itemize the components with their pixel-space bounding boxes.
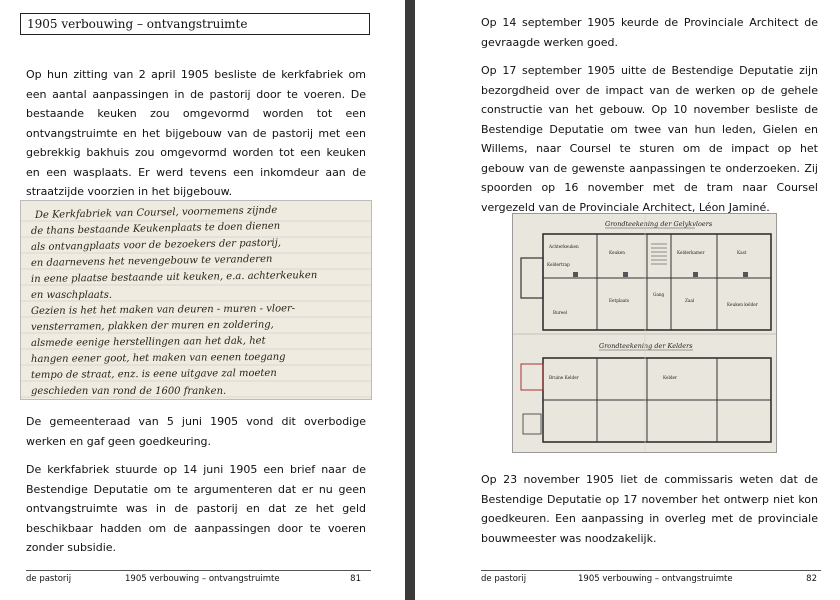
paragraph-kerkfabriek-brief: De kerkfabriek stuurde op 14 juni 1905 een brief naar de Bestendige Deputatie om te argumenteren dat er nu geen ontvangstruimte was in de pastorij en dat ze het geld beschikbaar hadden om de aanpassingen door te voeren zonder subsidie.	[26, 463, 366, 554]
chapter-title: 1905 verbouwing – ontvangstruimte	[20, 13, 370, 35]
plan-heading-cellar: Grondteekening der Kelders	[599, 342, 693, 350]
handwriting-svg	[21, 201, 372, 400]
handwriting-line: Gezien is het het maken van deuren - muren - vloer-	[30, 303, 296, 317]
footer-chapter: 1905 verbouwing – ontvangstruimte	[125, 574, 280, 584]
page-footer	[26, 572, 371, 586]
footer-book-title: de pastorij	[26, 574, 72, 584]
page-number: 81	[350, 574, 361, 584]
footer-book-title: de pastorij	[481, 574, 527, 584]
room-label: Kelder	[663, 375, 677, 380]
room-label: Gang	[653, 292, 665, 297]
footer-chapter: 1905 verbouwing – ontvangstruimte	[578, 574, 733, 584]
room-label: Keldertrap	[547, 262, 570, 267]
handwriting-line: als ontvangplaats voor de bezoekers der pastorij,	[30, 237, 282, 253]
handwriting-line: in eene plaatse bestaande uit keuken, e.a. achterkeuken	[30, 270, 318, 285]
floor-plan-svg	[513, 214, 777, 453]
plan-heading-ground: Grondteekening der Gelykvloers	[605, 220, 713, 228]
floor-plan-image	[512, 213, 777, 453]
handwriting-line: De Kerkfabriek van Coursel, voornemens zijnde	[34, 204, 278, 221]
handwriting-line: vensterramen, plakken der muren en zoldering,	[30, 319, 274, 333]
handwriting-line: tempo de straat, enz. is eene uitgave zal moeten	[30, 367, 277, 381]
handwriting-line: en daarnevens het nevengebouw te veranderen	[30, 253, 273, 269]
footer-rule	[26, 570, 371, 571]
room-label: Zaal	[685, 298, 695, 303]
handwriting-line: en waschplaats.	[31, 290, 113, 301]
left-page	[0, 0, 405, 600]
room-label: Keuken kelder	[727, 302, 758, 307]
handwriting-line: hangen eener goot, het maken van eenen toegang	[30, 351, 286, 365]
handwritten-letter-image	[20, 200, 372, 400]
room-label: Kelderkamer	[677, 250, 705, 255]
room-label: Bruine Kelder	[549, 375, 579, 380]
room-label: Bureel	[553, 310, 568, 315]
paragraph-bestendige-deputatie: Op 17 september 1905 uitte de Bestendige Deputatie zijn bezorgdheid over de impact van de werken op de gehele constructie van het gebouw. Op 10 november besliste de Bestendige Deputatie om twee van hun leden, Gielen en Willems, naar Coursel te sturen om de impact op het gebouw van de gewenste aanpassingen te onderzoeken. Zij spoorden op 16 november met de tram naar Coursel vergezeld van de Provinciale Architect, Léon Jaminé.	[481, 64, 818, 214]
book-gutter	[405, 0, 415, 600]
handwriting-line: de thans bestaande Keukenplaats te doen dienen	[30, 220, 281, 237]
paragraph-intro: Op hun zitting van 2 april 1905 besliste de kerkfabriek om een aantal aanpassingen in de pastorij door te voeren. De bestaande keuken zou omgevormd worden tot een ontvangstruimte en het bijgebouw van de pastorij met een gebrekkig bakhuis zou omgevormd worden tot een keuken en een wasplaats. Er werd tevens een inkomdeur aan de straatzijde voorzien in het bijgebouw.	[26, 68, 366, 198]
room-label: Achterkeuken	[549, 244, 579, 249]
paragraph-commissaris: Op 23 november 1905 liet de commissaris weten dat de Bestendige Deputatie op 17 november het ontwerp niet kon goedkeuren. Een aanpassing in overleg met de provinciale bouwmeester was noodzakelijk.	[481, 473, 818, 545]
paragraph-provinciale-architect: Op 14 september 1905 keurde de Provinciale Architect de gevraagde werken goed.	[481, 16, 818, 49]
handwriting-line: geschieden van rond de 1600 franken.	[31, 386, 227, 397]
room-label: Eetplaats	[609, 298, 630, 303]
room-label: Keuken	[609, 250, 625, 255]
handwriting-line: alsmede eenige herstellingen aan het dak, het	[30, 335, 266, 349]
room-label: Kast	[737, 250, 747, 255]
paragraph-gemeenteraad: De gemeenteraad van 5 juni 1905 vond dit overbodige werken en gaf geen goedkeuring.	[26, 415, 366, 448]
page-number: 82	[806, 574, 817, 584]
footer-rule	[481, 570, 821, 571]
page-footer	[481, 572, 821, 586]
